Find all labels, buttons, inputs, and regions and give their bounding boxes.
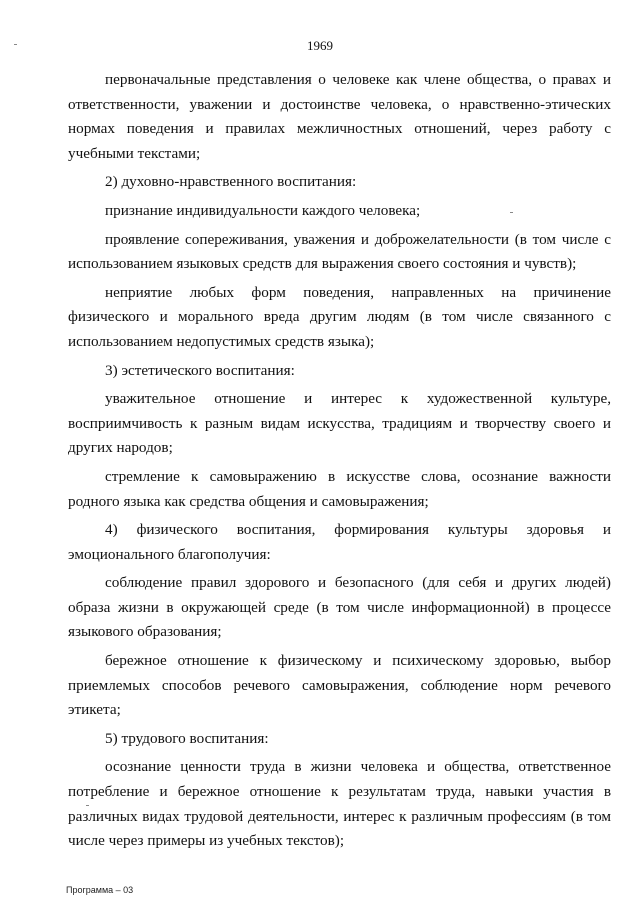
paragraph-1: первоначальные представления о человеке как члене общества, о правах и ответственности, уважении и достоинстве человека, о нравственно-этических нормах поведения и правилах межличностных отношений, через работу с учебными текстами;	[68, 71, 611, 162]
page-number: 1969	[307, 38, 333, 53]
scan-speck	[14, 44, 17, 45]
paragraph-4: проявление сопереживания, уважения и доброжелательности (в том числе с использованием языковых средств для выражения своего состояния и чувств);	[68, 230, 611, 273]
document-body	[68, 68, 611, 858]
paragraph-2: 2) духовно-нравственного воспитания:	[105, 173, 357, 191]
paragraph-12: 5) трудового воспитания:	[105, 729, 269, 747]
paragraph-5: неприятие любых форм поведения, направленных на причинение физического и морального вреда другим людям (в том числе связанного с использованием недопустимых средств языка);	[68, 283, 611, 350]
scan-speck	[510, 212, 513, 213]
paragraph-7: уважительное отношение и интерес к художественной культуре, восприимчивость к разным видам искусства, традициям и творчеству своего и других народов;	[68, 390, 611, 457]
paragraph-13: осознание ценности труда в жизни человека и общества, ответственное потребление и бережное отношение к результатам труда, навыки участия в различных видах трудовой деятельности, интерес к различным профессиям (в том числе через примеры из учебных текстов);	[68, 758, 611, 850]
paragraph-11: бережное отношение к физическому и психическому здоровью, выбор приемлемых способов речевого самовыражения, соблюдение норм речевого этикета;	[68, 652, 611, 719]
paragraph-6: 3) эстетического воспитания:	[105, 361, 295, 379]
paragraph-10: соблюдение правил здорового и безопасного (для себя и других людей) образа жизни в окружающей среде (в том числе информационной) в процессе языкового образования;	[68, 574, 611, 641]
paragraph-8: стремление к самовыражению в искусстве слова, осознание важности родного языка как средства общения и самовыражения;	[68, 467, 611, 510]
paragraph-9: 4) физического воспитания, формирования культуры здоровья и эмоционального благополучия:	[68, 521, 611, 563]
page-footer: Программа – 03	[66, 885, 134, 895]
scan-speck	[86, 805, 89, 806]
paragraph-3: признание индивидуальности каждого человека;	[105, 201, 421, 219]
